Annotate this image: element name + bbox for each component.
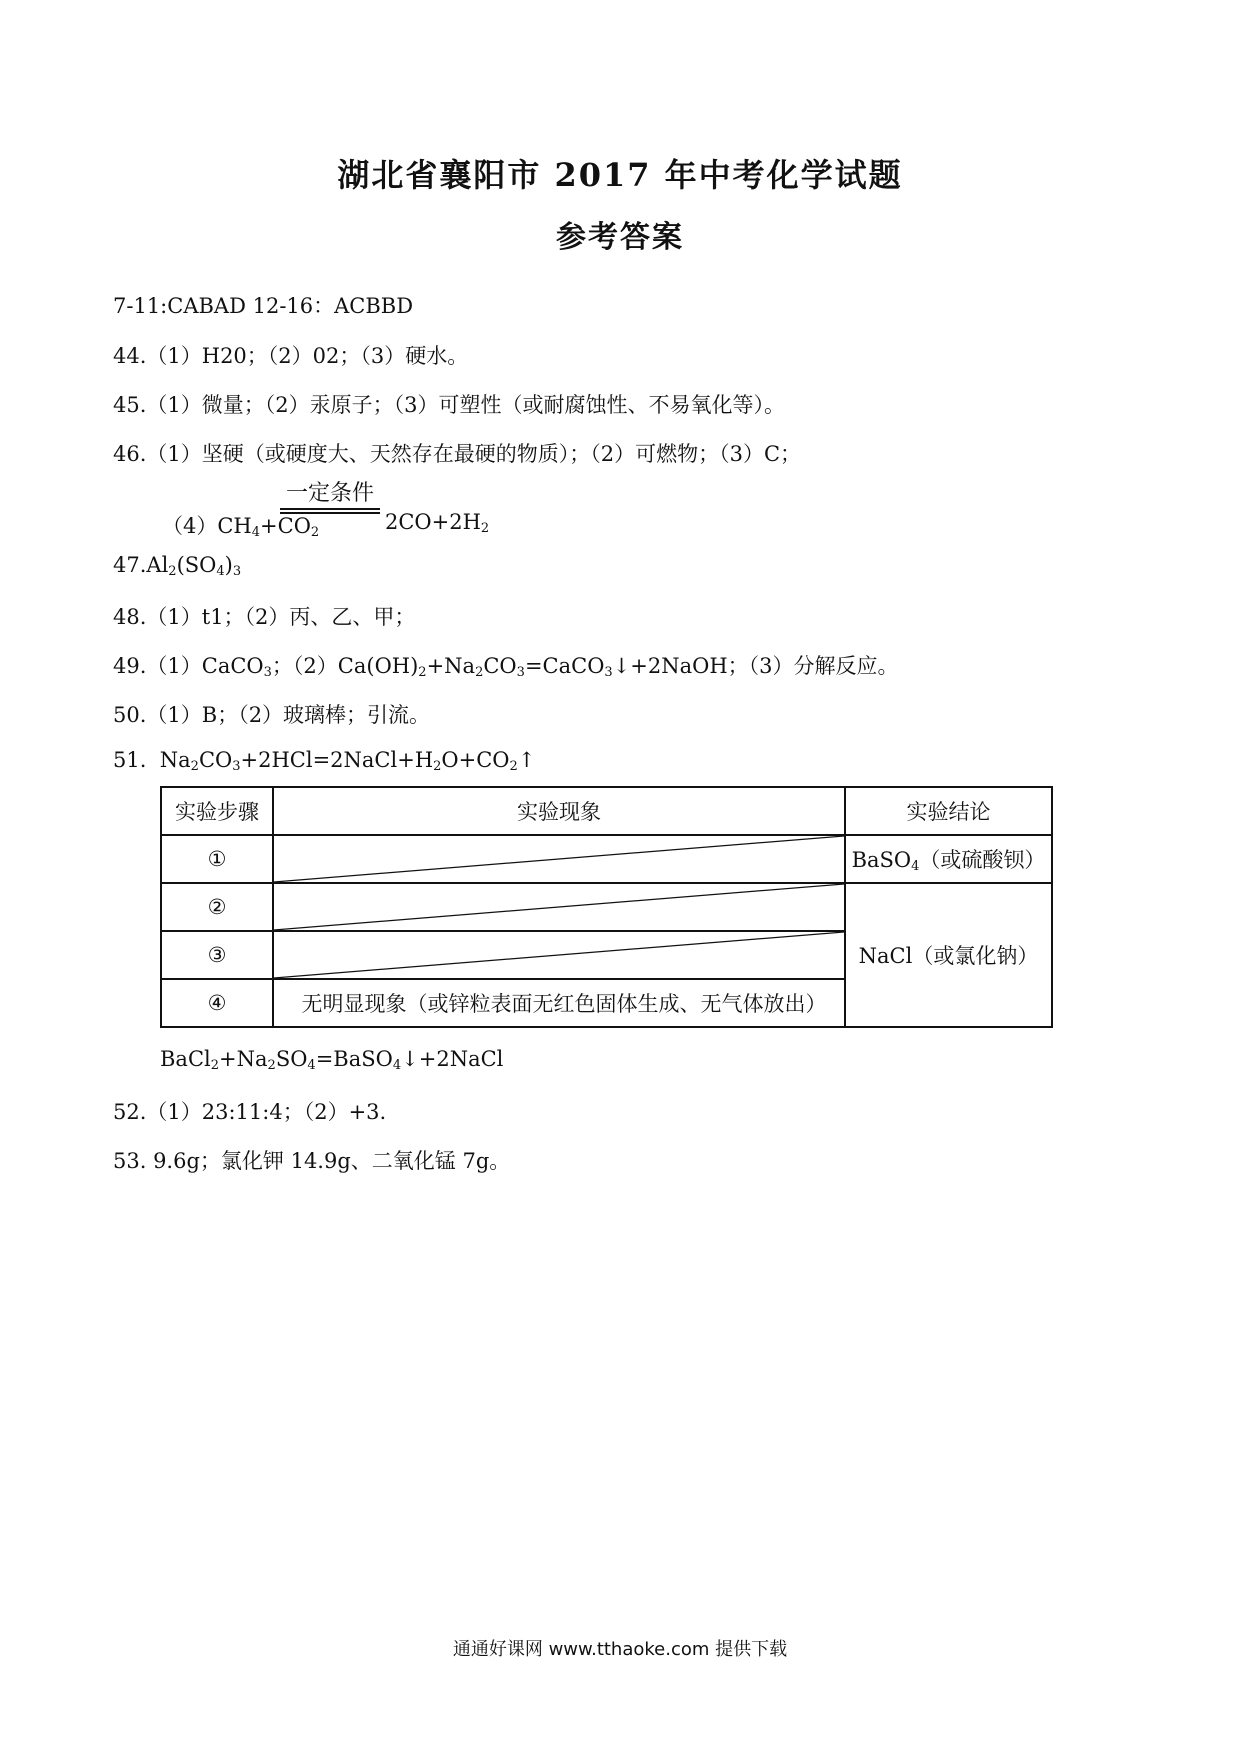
reaction-arrow (280, 508, 380, 514)
header-conclusion: 实验结论 (845, 787, 1052, 835)
phenomenon-cell-crossed (273, 835, 845, 883)
step-cell: ② (161, 883, 273, 931)
answer-51-followup-equation: $BaCl_2+Na_2SO_4=BaSO_4↓+2NaCl$ (160, 1047, 504, 1073)
cross-out-line (274, 884, 844, 930)
answer-multiple-choice: 7-11:CABAD 12-16：ACBBD (113, 294, 414, 318)
experiment-table (160, 786, 1053, 1028)
cross-out-line (274, 836, 844, 882)
conclusion-cell: BaSO$_4$（或硫酸钡） (845, 835, 1052, 883)
answer-46-equation-right: $2CO+2H_2$ (385, 510, 490, 536)
answer-46: 46.（1）坚硬（或硬度大、天然存在最硬的物质）；（2）可燃物；（3）C； (113, 442, 802, 466)
phenomenon-cell: 无明显现象（或锌粒表面无红色固体生成、无气体放出） (273, 979, 845, 1027)
table-row (161, 835, 1052, 883)
answer-47: $47.Al_2(SO_4)_3$ (113, 553, 242, 579)
phenomenon-cell-crossed (273, 883, 845, 931)
table-row (161, 883, 1052, 931)
answer-44: 44.（1）H20；（2）02；（3）硬水。 (113, 344, 469, 368)
answer-51-equation: 51. $Na_2CO_3+2HCl=2NaCl+H_2O+CO_2↑$ (113, 748, 536, 774)
step-cell: ③ (161, 931, 273, 979)
page-subtitle: 参考答案 (556, 220, 684, 255)
answer-53: 53. 9.6g；氯化钾 14.9g、二氧化锰 7g。 (113, 1149, 511, 1173)
step-cell: ① (161, 835, 273, 883)
answer-48: 48.（1）t1；（2）丙、乙、甲； (113, 605, 416, 629)
header-step: 实验步骤 (161, 787, 273, 835)
header-phenomenon: 实验现象 (273, 787, 845, 835)
answer-45: 45.（1）微量；（2）汞原子；（3）可塑性（或耐腐蚀性、不易氧化等）。 (113, 393, 785, 417)
answer-52: 52.（1）23:11:4；（2）+3. (113, 1100, 387, 1124)
conclusion-cell: NaCl（或氯化钠） (845, 883, 1052, 1027)
cross-out-line (274, 932, 844, 978)
footer-text: 通通好课网 www.tthaoke.com 提供下载 (452, 1639, 788, 1660)
step-cell: ④ (161, 979, 273, 1027)
phenomenon-cell-crossed (273, 931, 845, 979)
table-header-row (161, 787, 1052, 835)
answer-46-equation-left: $(4)CH_4+CO_2$ (162, 514, 320, 540)
reaction-condition: 一定条件 (285, 481, 374, 506)
answer-49: 49.（1）CaCO$_3$；$(2)Ca(OH)_2+Na_2CO_3=CaCO_3↓+2NaOH$；（3）分解反应。 (113, 654, 899, 680)
answer-50: 50.（1）B；（2）玻璃棒；引流。 (113, 703, 431, 727)
page-title: 湖北省襄阳市 2017 年中考化学试题 (337, 156, 903, 194)
